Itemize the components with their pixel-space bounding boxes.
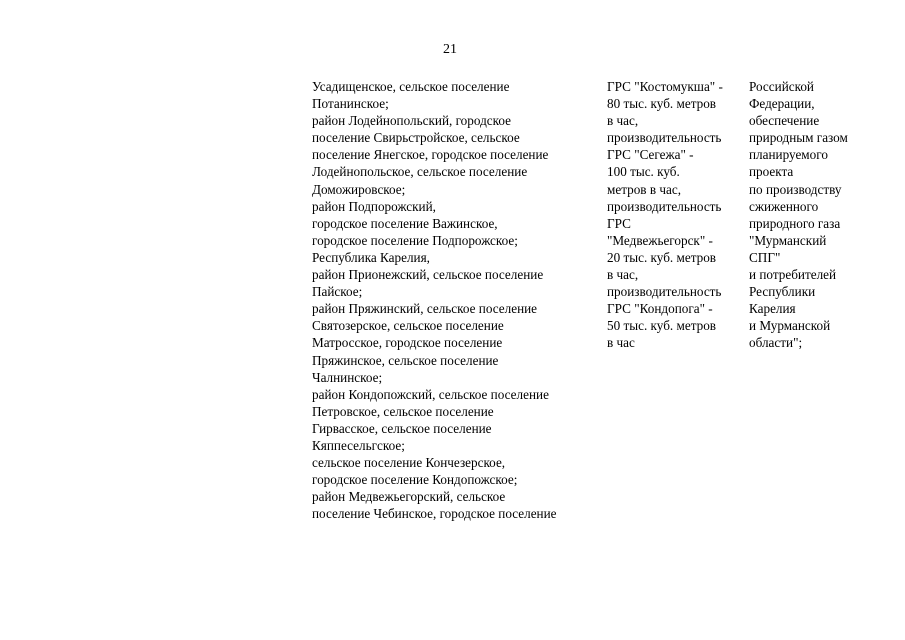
- text-line: Святозерское, сельское поселение: [312, 318, 504, 334]
- text-line: поселение Свирьстройское, сельское: [312, 130, 520, 146]
- text-line: Республики: [749, 284, 816, 300]
- text-line: Доможировское;: [312, 181, 406, 197]
- text-line: Гирвасское, сельское поселение: [312, 420, 492, 436]
- text-line: поселение Чебинское, городское поселение: [312, 506, 557, 522]
- text-line: природного газа: [749, 215, 841, 231]
- text-line: район Прионежский, сельское поселение: [312, 267, 544, 283]
- text-line: ГРС "Кондопога" -: [607, 301, 713, 317]
- text-line: в час,: [607, 113, 639, 129]
- text-line: Усадищенское, сельское поселение: [312, 79, 510, 94]
- text-line: район Подпорожский,: [312, 198, 436, 214]
- text-line: "Медвежьегорск" -: [607, 232, 713, 248]
- text-line: "Мурманский: [749, 232, 827, 248]
- text-line: производительность: [607, 284, 722, 300]
- text-line: район Лодейнопольский, городское: [312, 113, 511, 129]
- text-line: планируемого: [749, 147, 828, 163]
- text-line: Кяппесельгское;: [312, 437, 405, 453]
- text-line: в час,: [607, 267, 639, 283]
- text-line: городское поселение Подпорожское;: [312, 232, 518, 248]
- text-line: Матросское, городское поселение: [312, 335, 503, 351]
- text-line: ГРС "Костомукша" -: [607, 79, 723, 94]
- text-line: 20 тыс. куб. метров: [607, 249, 717, 265]
- capacity-column: [607, 78, 723, 352]
- text-line: сельское поселение Кончезерское,: [312, 455, 506, 471]
- text-line: ГРС "Сегежа" -: [607, 147, 694, 163]
- text-line: Петровское, сельское поселение: [312, 403, 494, 419]
- text-line: Пайское;: [312, 284, 363, 300]
- text-line: производительность: [607, 130, 722, 146]
- text-line: по производству: [749, 181, 842, 197]
- text-line: СПГ": [749, 249, 781, 265]
- text-line: район Медвежьегорский, сельское: [312, 489, 506, 505]
- text-line: 50 тыс. куб. метров: [607, 318, 717, 334]
- text-line: Лодейнопольское, сельское поселение: [312, 164, 528, 180]
- text-line: области";: [749, 335, 803, 351]
- text-line: и Мурманской: [749, 318, 831, 334]
- text-line: производительность: [607, 198, 722, 214]
- text-line: ГРС: [607, 215, 631, 231]
- purpose-column: [749, 78, 848, 352]
- text-line: Российской: [749, 79, 814, 94]
- text-line: природным газом: [749, 130, 848, 146]
- text-line: в час: [607, 335, 635, 351]
- text-line: 80 тыс. куб. метров: [607, 96, 717, 112]
- text-line: Федерации,: [749, 96, 815, 112]
- page-number: 21: [443, 42, 457, 57]
- text-line: и потребителей: [749, 267, 837, 283]
- text-line: метров в час,: [607, 181, 681, 197]
- text-line: Республика Карелия,: [312, 249, 430, 265]
- text-line: район Пряжинский, сельское поселение: [312, 301, 538, 317]
- text-line: Чалнинское;: [312, 369, 383, 385]
- text-line: Карелия: [749, 301, 796, 317]
- text-line: Потанинское;: [312, 96, 389, 112]
- text-line: район Кондопожский, сельское поселение: [312, 386, 549, 402]
- territory-column: [312, 78, 557, 522]
- text-line: Пряжинское, сельское поселение: [312, 352, 499, 368]
- text-line: проекта: [749, 164, 794, 180]
- text-line: поселение Янегское, городское поселение: [312, 147, 549, 163]
- text-line: городское поселение Важинское,: [312, 215, 498, 231]
- text-line: обеспечение: [749, 113, 820, 129]
- text-line: 100 тыс. куб.: [607, 164, 680, 180]
- text-line: сжиженного: [749, 198, 819, 214]
- text-line: городское поселение Кондопожское;: [312, 472, 518, 488]
